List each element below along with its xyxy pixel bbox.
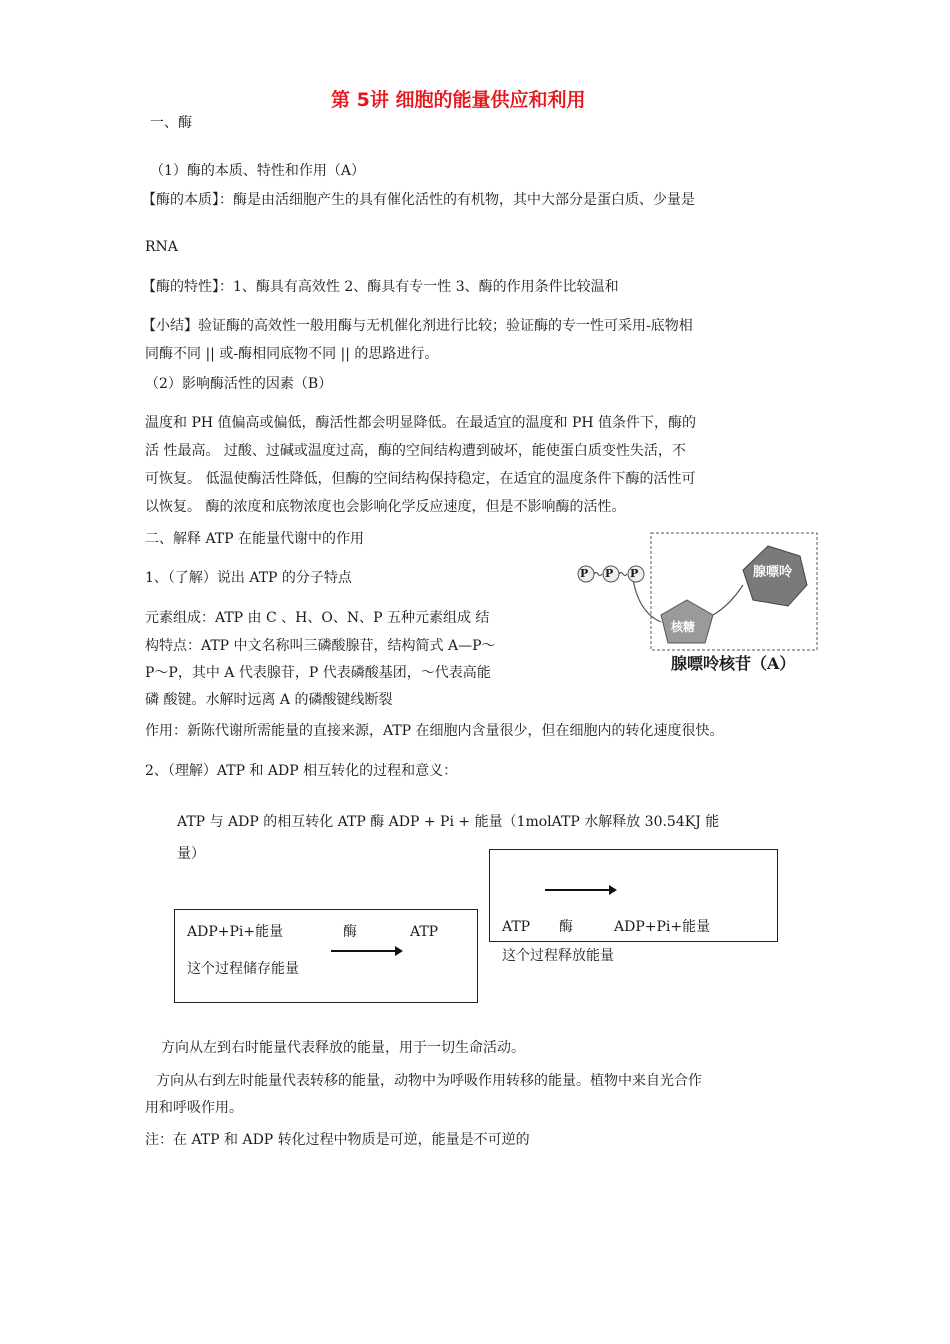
synthesis-arrow: [331, 950, 401, 952]
function-line: 作用：新陈代谢所需能量的直接来源，ATP 在细胞内含量很少，但在细胞内的转化速度很快。: [145, 723, 724, 739]
note-line: 注：在 ATP 和 ADP 转化过程中物质是可逆，能量是不可逆的: [145, 1132, 530, 1148]
point-1: 1、（了解）说出 ATP 的分子特点: [145, 570, 352, 586]
direction-line-2: 方向从右到左时能量代表转移的能量，动物中为呼吸作用转移的能量。植物中来自光合作: [156, 1073, 702, 1089]
hydrolysis-enzyme: 酶: [559, 919, 573, 935]
phosphate-label: P: [630, 567, 639, 580]
elements-line: 构特点：ATP 中文名称叫三磷酸腺苷，结构简式 A—P～: [145, 638, 496, 654]
synthesis-note: 这个过程储存能量: [187, 961, 299, 977]
sub-heading-2: （2）影响酶活性的因素（B）: [145, 376, 333, 392]
diagram-caption: 腺嘌呤核苷（A）: [671, 654, 796, 673]
elements-line: 磷 酸键。水解时远离 A 的磷酸键线断裂: [145, 692, 393, 708]
synthesis-enzyme: 酶: [343, 924, 357, 940]
sub-heading-1: （1）酶的本质、特性和作用（A）: [150, 163, 366, 179]
phosphate-label: P: [580, 567, 589, 580]
elements-line: P～P，其中 A 代表腺苷，P 代表磷酸基团，～代表高能: [145, 665, 491, 681]
point-2: 2、（理解）ATP 和 ADP 相互转化的过程和意义：: [145, 763, 458, 779]
adenine-label: 腺嘌呤: [753, 565, 793, 580]
summary-line-1: 【小结】验证酶的高效性一般用酶与无机催化剂进行比较；验证酶的专一性可采用-底物相: [142, 318, 693, 334]
page-title: 第 5讲 细胞的能量供应和利用: [331, 89, 586, 111]
section1-heading: 一、酶: [150, 115, 192, 131]
hydrolysis-note: 这个过程释放能量: [502, 948, 614, 964]
synthesis-product: ATP: [410, 924, 439, 940]
property-line: 【酶的特性】：1、酶具有高效性 2、酶具有专一性 3、酶的作用条件比较温和: [142, 279, 619, 295]
adenosine-diagram: [575, 530, 830, 685]
section2-heading: 二、解释 ATP 在能量代谢中的作用: [145, 531, 365, 547]
direction-line-1: 方向从左到右时能量代表释放的能量，用于一切生命活动。: [161, 1040, 525, 1056]
essence-line-2: RNA: [145, 239, 178, 255]
hydrolysis-product: ADP+Pi+能量: [614, 919, 711, 935]
hydrolysis-arrow: [545, 889, 615, 891]
essence-line-1: 【酶的本质】：酶是由活细胞产生的具有催化活性的有机物，其中大部分是蛋白质、少量是: [142, 192, 695, 208]
phosphate-label: P: [605, 567, 614, 580]
equation-line-1: ATP 与 ADP 的相互转化 ATP 酶 ADP + Pi + 能量（1molATP 水解释放 30.54KJ 能: [177, 814, 720, 830]
ribose-label: 核糖: [671, 620, 696, 634]
factors-line: 以恢复。 酶的浓度和底物浓度也会影响化学反应速度，但是不影响酶的活性。: [145, 499, 626, 515]
factors-line: 温度和 PH 值偏高或偏低，酶活性都会明显降低。在最适宜的温度和 PH 值条件下，酶的: [145, 415, 697, 431]
factors-line: 可恢复。 低温使酶活性降低，但酶的空间结构保持稳定，在适宜的温度条件下酶的活性可: [145, 471, 696, 487]
equation-line-2: 量）: [177, 846, 205, 862]
factors-line: 活 性最高。 过酸、过碱或温度过高，酶的空间结构遭到破坏，能使蛋白质变性失活，不: [145, 443, 686, 459]
direction-line-3: 用和呼吸作用。: [145, 1100, 243, 1116]
summary-line-2: 同酶不同 || 或-酶相同底物不同 || 的思路进行。: [145, 346, 439, 362]
elements-line: 元素组成：ATP 由 C 、H、O、N、P 五种元素组成 结: [145, 610, 490, 626]
synthesis-reactant: ADP+Pi+能量: [187, 924, 284, 940]
hydrolysis-reactant: ATP: [502, 919, 531, 935]
